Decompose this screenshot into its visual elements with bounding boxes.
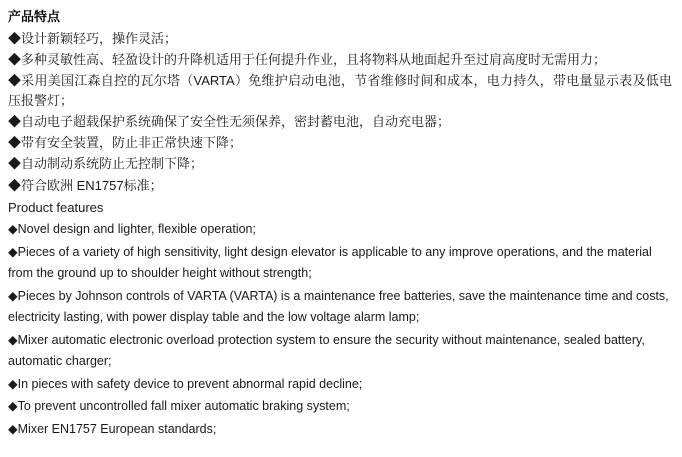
list-item — [8, 242, 672, 285]
list-item-text: Mixer automatic electronic overload protection system to ensure the security without maintenance, sealed battery, automatic charger; — [8, 332, 645, 369]
bullet-icon: ◆ — [8, 72, 22, 88]
list-item — [8, 176, 672, 196]
list-item — [8, 154, 672, 174]
bullet-icon: ◆ — [8, 30, 22, 46]
bullet-icon: ◆ — [8, 288, 18, 303]
list-item-text: In pieces with safety device to prevent abnormal rapid decline; — [17, 376, 363, 391]
bullet-icon: ◆ — [8, 51, 22, 67]
section-title-english: Product features — [8, 199, 104, 215]
list-item — [8, 419, 672, 441]
english-feature-list — [8, 219, 672, 440]
list-item — [8, 396, 672, 418]
bullet-icon: ◆ — [8, 332, 18, 347]
list-item — [8, 71, 672, 111]
list-item-text: Mixer EN1757 European standards; — [17, 421, 217, 436]
list-item — [8, 50, 672, 70]
bullet-icon: ◆ — [8, 244, 18, 259]
list-item-text: To prevent uncontrolled fall mixer automatic braking system; — [17, 399, 350, 414]
list-item-text: Pieces of a variety of high sensitivity, light design elevator is applicable to any improve operations, and the material from the ground up to shoulder height without strength; — [8, 244, 652, 281]
list-item-text: 多种灵敏性高、轻盈设计的升降机适用于任何提升作业，且将物料从地面起升至过肩高度时无需用力； — [21, 51, 607, 67]
chinese-feature-list — [8, 29, 672, 196]
list-item — [8, 112, 672, 132]
bullet-icon: ◆ — [8, 222, 18, 237]
list-item-text: Novel design and lighter, flexible operation; — [17, 222, 256, 237]
list-item-text: 带有安全装置，防止非正常快速下降； — [21, 135, 243, 151]
bullet-icon: ◆ — [8, 114, 22, 130]
list-item — [8, 286, 672, 329]
list-item — [8, 219, 672, 241]
list-item-text: 设计新颖轻巧，操作灵活； — [21, 30, 178, 46]
list-item — [8, 374, 672, 396]
bullet-icon: ◆ — [8, 177, 22, 193]
page-title: 产品特点 — [8, 9, 61, 24]
bullet-icon: ◆ — [8, 376, 18, 391]
bullet-icon: ◆ — [8, 156, 22, 172]
bullet-icon: ◆ — [8, 135, 22, 151]
list-item — [8, 330, 672, 373]
bullet-icon: ◆ — [8, 399, 18, 414]
list-item-text: 自动制动系统防止无控制下降； — [21, 156, 204, 172]
list-item-text: 采用美国江森自控的瓦尔塔（VARTA）免维护启动电池，节省维修时间和成本，电力持久，带电量显示表及低电压报警灯； — [8, 72, 672, 108]
list-item — [8, 133, 672, 153]
list-item-text: 自动电子超载保护系统确保了安全性无须保养，密封蓄电池，自动充电器； — [21, 114, 451, 130]
list-item — [8, 29, 672, 49]
list-item-text: Pieces by Johnson controls of VARTA (VARTA) is a maintenance free batteries, save the maintenance time and costs, electricity lasting, with power display table and the low voltage alarm lamp; — [8, 288, 669, 325]
bullet-icon: ◆ — [8, 421, 18, 436]
list-item-text: 符合欧洲 EN1757标准； — [21, 177, 163, 193]
